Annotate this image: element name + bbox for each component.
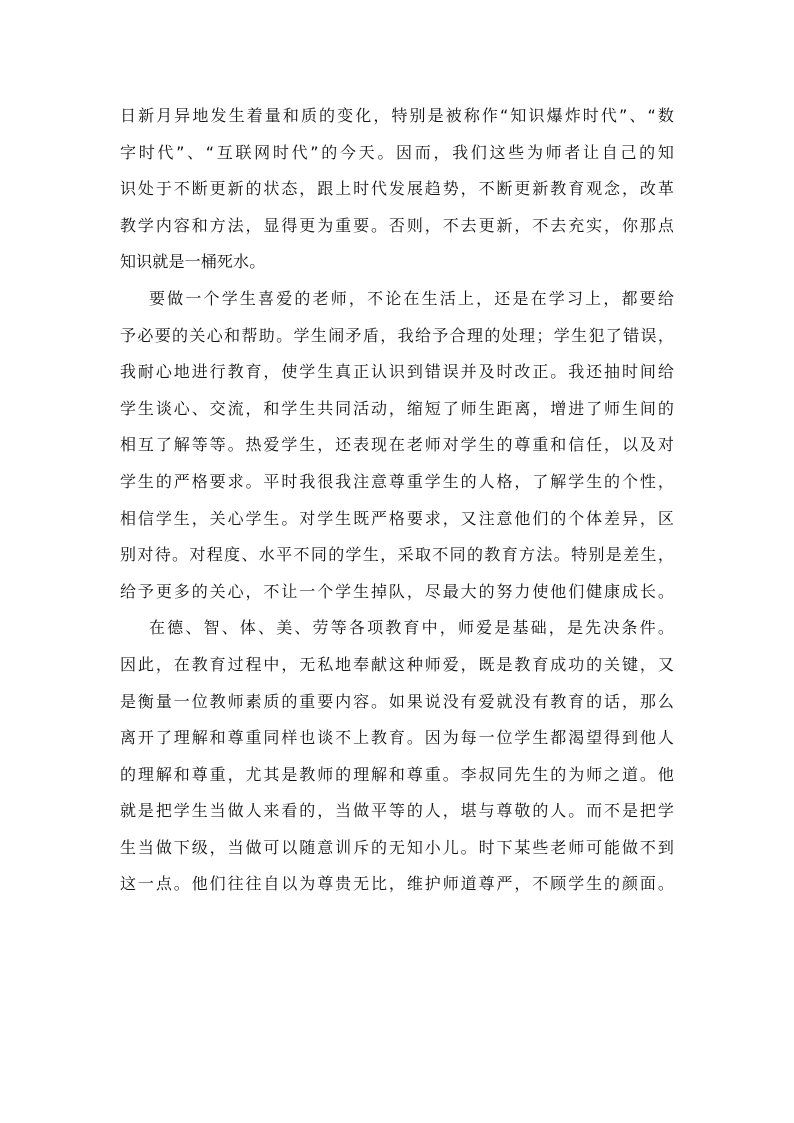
paragraph-1 — [120, 98, 674, 281]
text-line: 给予更多的关心，不让一个学生掉队，尽最大的努力使他们健康成长。 — [120, 581, 674, 601]
text-line: 相信学生，关心学生。对学生既严格要求，又注意他们的个体差异，区 — [120, 508, 674, 528]
text-line: 要做一个学生喜爱的老师，不论在生活上，还是在学习上，都要给 — [149, 288, 674, 308]
text-line: 是衡量一位教师素质的重要内容。如果说没有爱就没有教育的话，那么 — [120, 691, 674, 711]
text-line: 因此，在教育过程中，无私地奉献这种师爱，既是教育成功的关键，又 — [120, 654, 674, 674]
text-line: 我耐心地进行教育，使学生真正认识到错误并及时改正。我还抽时间给 — [120, 362, 674, 382]
text-line: 教学内容和方法，显得更为重要。否则，不去更新，不去充实，你那点 — [120, 215, 674, 235]
document-body — [120, 98, 674, 903]
text-line: 离开了理解和尊重同样也谈不上教育。因为每一位学生都渴望得到他人 — [120, 728, 674, 748]
text-line: 日新月异地发生着量和质的变化，特别是被称作“知识爆炸时代”、“数 — [120, 106, 674, 125]
text-line: 学生的严格要求。平时我很我注意尊重学生的人格，了解学生的个性， — [120, 471, 674, 491]
text-line: 知识就是一桶死水。 — [120, 252, 266, 272]
text-line: 字时代”、“互联网时代”的今天。因而，我们这些为师者让自己的知 — [120, 142, 674, 162]
text-line: 学生谈心、交流，和学生共同活动，缩短了师生距离，增进了师生间的 — [120, 398, 674, 418]
text-line: 就是把学生当做人来看的，当做平等的人，堪与尊敬的人。而不是把学 — [120, 801, 674, 821]
text-line: 生当做下级，当做可以随意训斥的无知小儿。时下某些老师可能做不到 — [120, 837, 674, 857]
text-line: 在德、智、体、美、劳等各项教育中，师爱是基础，是先决条件。 — [149, 618, 674, 638]
text-line: 这一点。他们往往自以为尊贵无比，维护师道尊严，不顾学生的颜面。 — [120, 874, 674, 894]
paragraph-3 — [120, 610, 674, 903]
paragraph-2 — [120, 281, 674, 610]
text-line: 相互了解等等。热爱学生，还表现在老师对学生的尊重和信任，以及对 — [120, 435, 674, 455]
text-line: 予必要的关心和帮助。学生闹矛盾，我给予合理的处理；学生犯了错误， — [120, 325, 674, 345]
text-line: 别对待。对程度、水平不同的学生，采取不同的教育方法。特别是差生， — [120, 545, 674, 565]
text-line: 识处于不断更新的状态，跟上时代发展趋势，不断更新教育观念，改革 — [120, 179, 674, 199]
text-line: 的理解和尊重，尤其是教师的理解和尊重。李叔同先生的为师之道。他 — [120, 764, 674, 784]
